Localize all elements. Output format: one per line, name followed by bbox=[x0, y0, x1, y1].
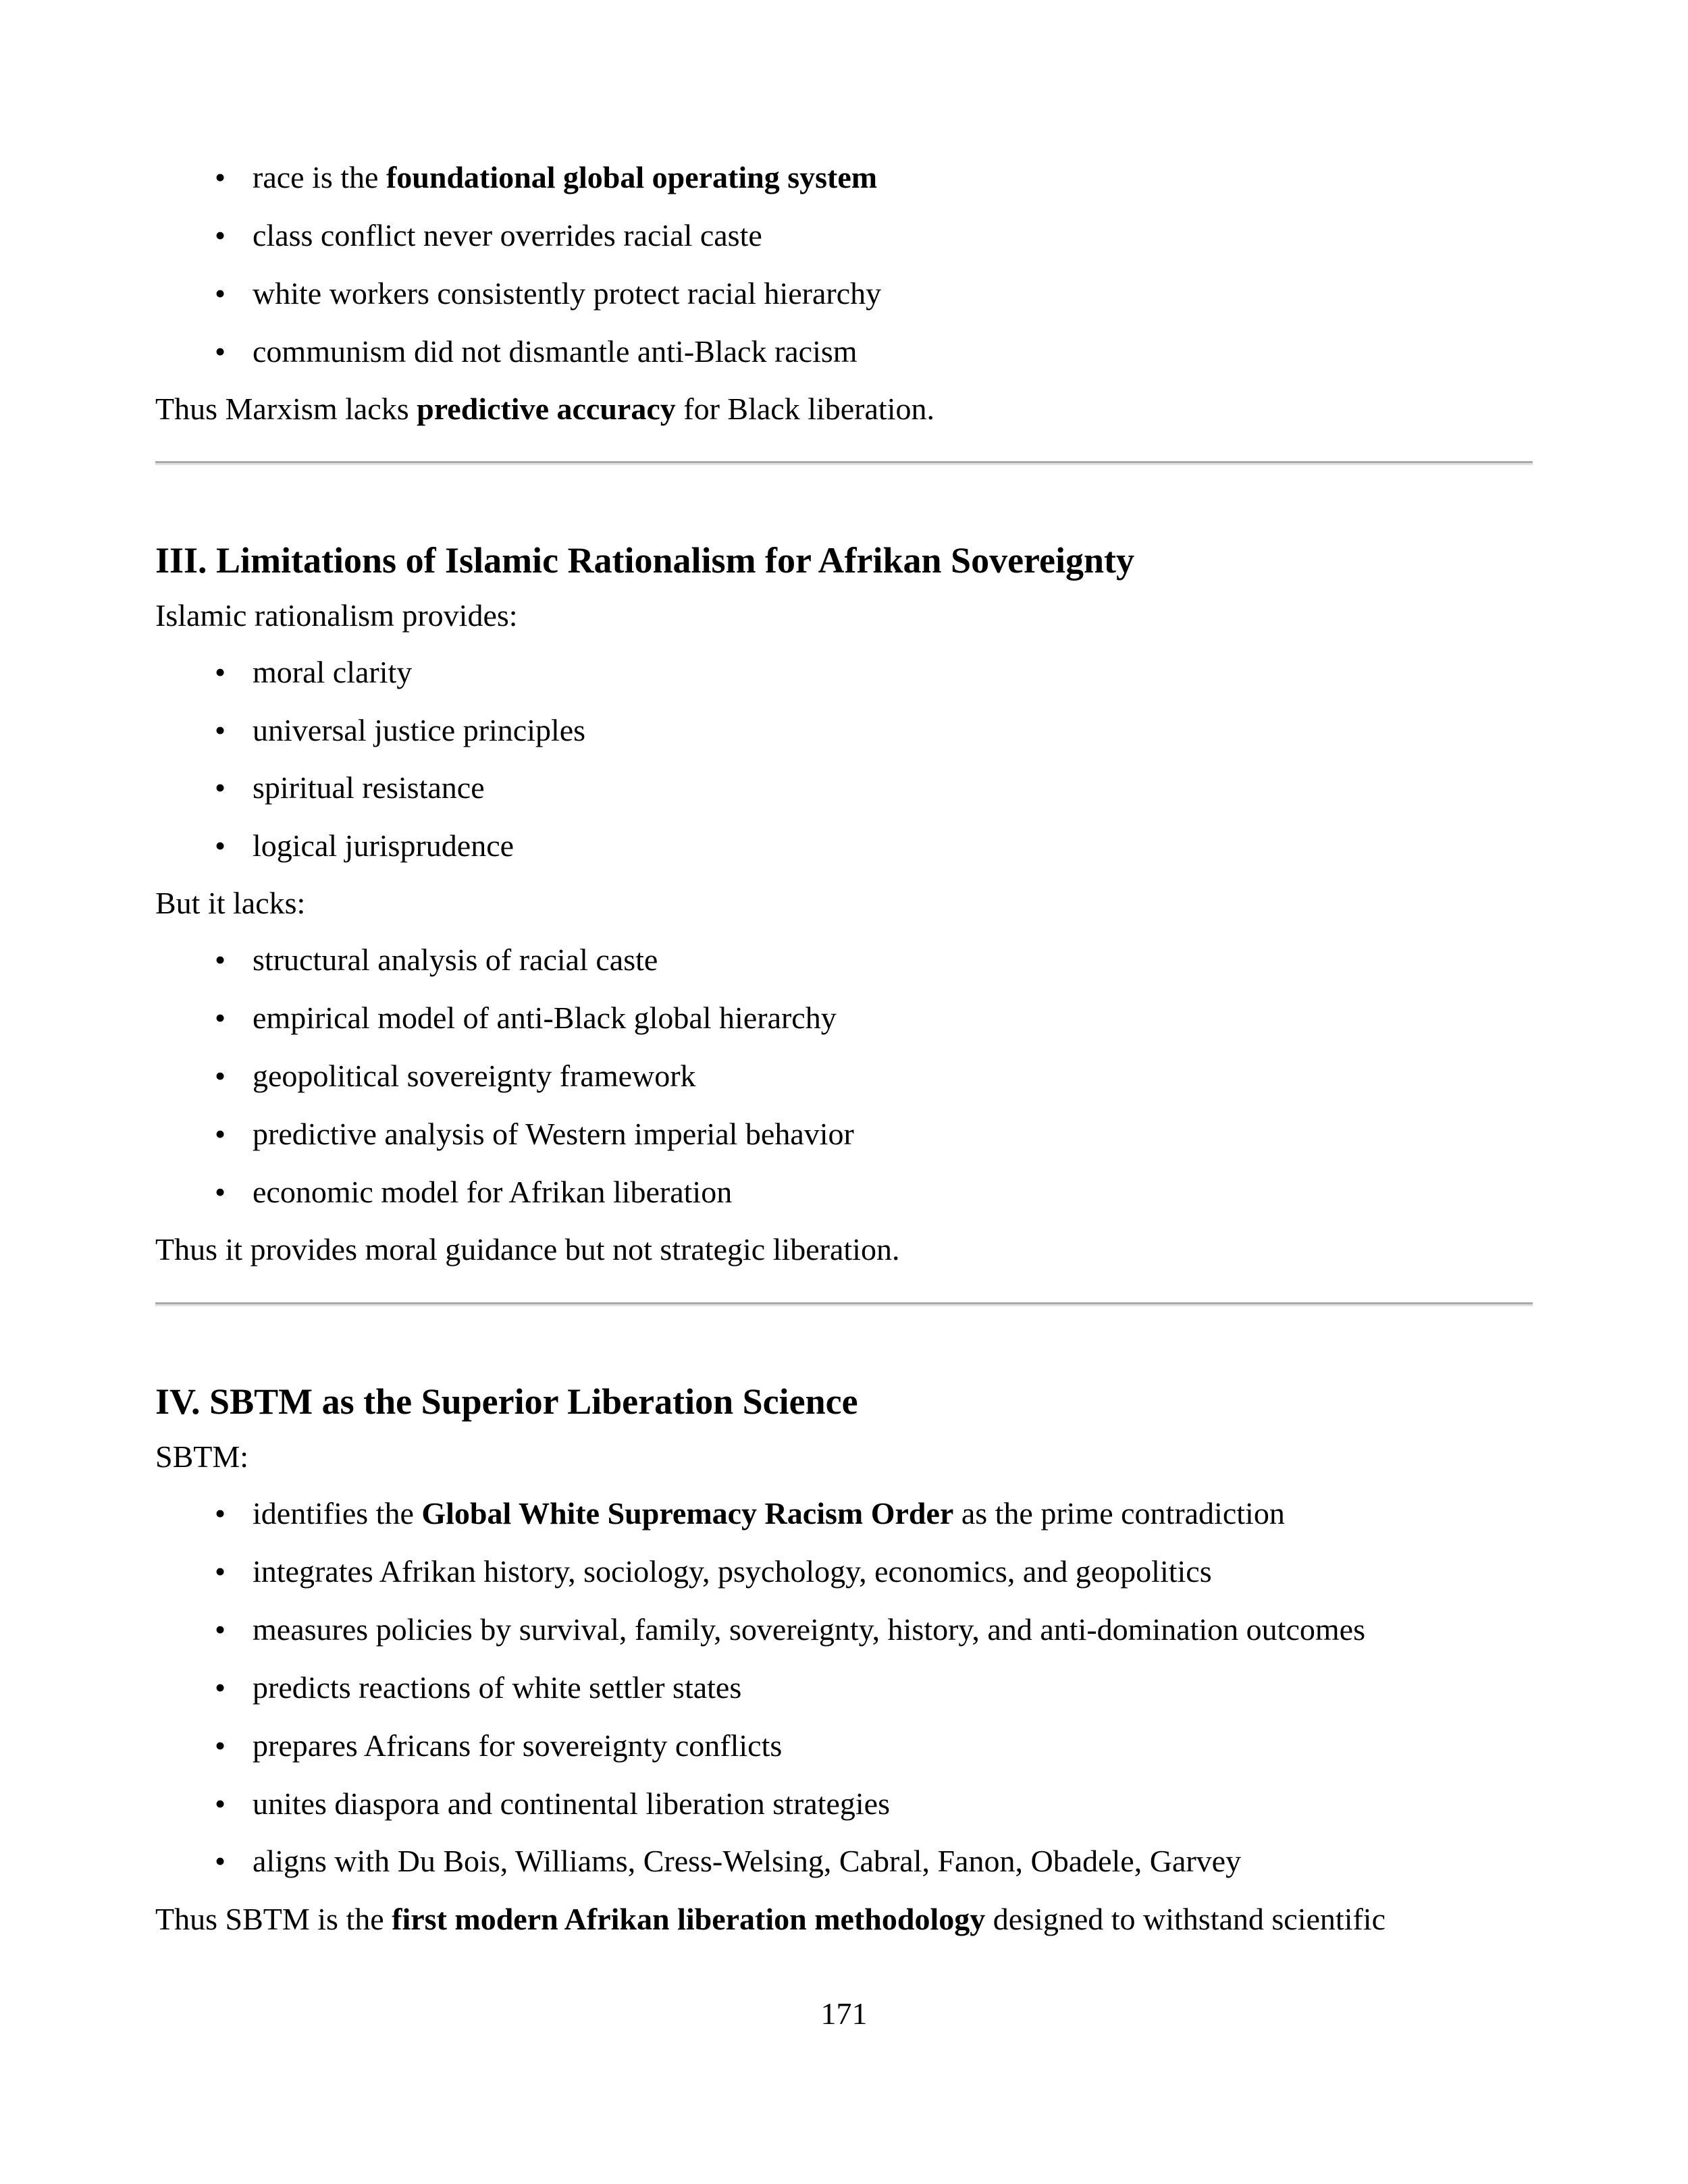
page-number: 171 bbox=[820, 1996, 868, 2031]
list-item: • identifies the Global White Supremacy Racism Order as the prime contradiction bbox=[215, 1495, 1285, 1533]
section3-lacks-intro: But it lacks: bbox=[155, 886, 306, 920]
list-item: • empirical model of anti-Black global hierarchy bbox=[215, 999, 837, 1037]
section3-heading: III. Limitations of Islamic Rationalism for Afrikan Sovereignty bbox=[155, 540, 1135, 581]
bullet-glyph: • bbox=[215, 1786, 226, 1821]
document-page bbox=[155, 0, 1533, 2184]
section3-conclusion: Thus it provides moral guidance but not strategic liberation. bbox=[155, 1232, 900, 1267]
list-item: • geopolitical sovereignty framework bbox=[215, 1057, 696, 1095]
list-item: • predictive analysis of Western imperial behavior bbox=[215, 1115, 854, 1153]
bullet-glyph: • bbox=[215, 1175, 226, 1209]
list-item: • race is the foundational global operating system bbox=[215, 159, 877, 196]
bullet-glyph: • bbox=[215, 1612, 226, 1647]
section3-intro: Islamic rationalism provides: bbox=[155, 598, 518, 633]
bullet-glyph: • bbox=[215, 1496, 226, 1530]
list-item: • aligns with Du Bois, Williams, Cress-Welsing, Cabral, Fanon, Obadele, Garvey bbox=[215, 1842, 1241, 1880]
bullet-glyph: • bbox=[215, 1001, 226, 1035]
bullet-glyph: • bbox=[215, 1728, 226, 1763]
bullet-glyph: • bbox=[215, 1670, 226, 1705]
bullet-glyph: • bbox=[215, 655, 226, 689]
list-item: • spiritual resistance bbox=[215, 769, 485, 807]
section4-conclusion: Thus SBTM is the first modern Afrikan liberation methodology designed to withstand scientific bbox=[155, 1902, 1386, 1936]
bullet-glyph: • bbox=[215, 770, 226, 805]
bullet-glyph: • bbox=[215, 713, 226, 747]
bullet-glyph: • bbox=[215, 160, 226, 194]
list-item: • moral clarity bbox=[215, 654, 412, 691]
list-item: • universal justice principles bbox=[215, 712, 585, 749]
section2-conclusion: Thus Marxism lacks predictive accuracy for Black liberation. bbox=[155, 392, 934, 426]
bullet-glyph: • bbox=[215, 1117, 226, 1151]
list-item: • prepares Africans for sovereignty conflicts bbox=[215, 1727, 782, 1765]
bullet-glyph: • bbox=[215, 218, 226, 252]
bullet-glyph: • bbox=[215, 1554, 226, 1589]
list-item: • white workers consistently protect racial hierarchy bbox=[215, 275, 881, 313]
list-item: • logical jurisprudence bbox=[215, 827, 514, 865]
list-item: • structural analysis of racial caste bbox=[215, 941, 658, 979]
bullet-glyph: • bbox=[215, 942, 226, 977]
bullet-glyph: • bbox=[215, 1844, 226, 1878]
section4-heading: IV. SBTM as the Superior Liberation Science bbox=[155, 1381, 858, 1422]
list-item: • measures policies by survival, family, sovereignty, history, and anti-domination outcomes bbox=[215, 1611, 1365, 1649]
list-item: • communism did not dismantle anti-Black racism bbox=[215, 333, 858, 371]
list-item: • unites diaspora and continental liberation strategies bbox=[215, 1785, 890, 1823]
list-item: • class conflict never overrides racial caste bbox=[215, 217, 762, 255]
list-item: • predicts reactions of white settler states bbox=[215, 1669, 741, 1707]
section-divider bbox=[155, 1302, 1533, 1306]
list-item: • economic model for Afrikan liberation bbox=[215, 1173, 732, 1211]
bullet-glyph: • bbox=[215, 276, 226, 311]
bullet-glyph: • bbox=[215, 334, 226, 369]
list-item: • integrates Afrikan history, sociology, psychology, economics, and geopolitics bbox=[215, 1553, 1212, 1591]
bullet-glyph: • bbox=[215, 1059, 226, 1093]
section4-intro: SBTM: bbox=[155, 1439, 249, 1474]
section-divider bbox=[155, 461, 1533, 465]
bullet-glyph: • bbox=[215, 828, 226, 863]
